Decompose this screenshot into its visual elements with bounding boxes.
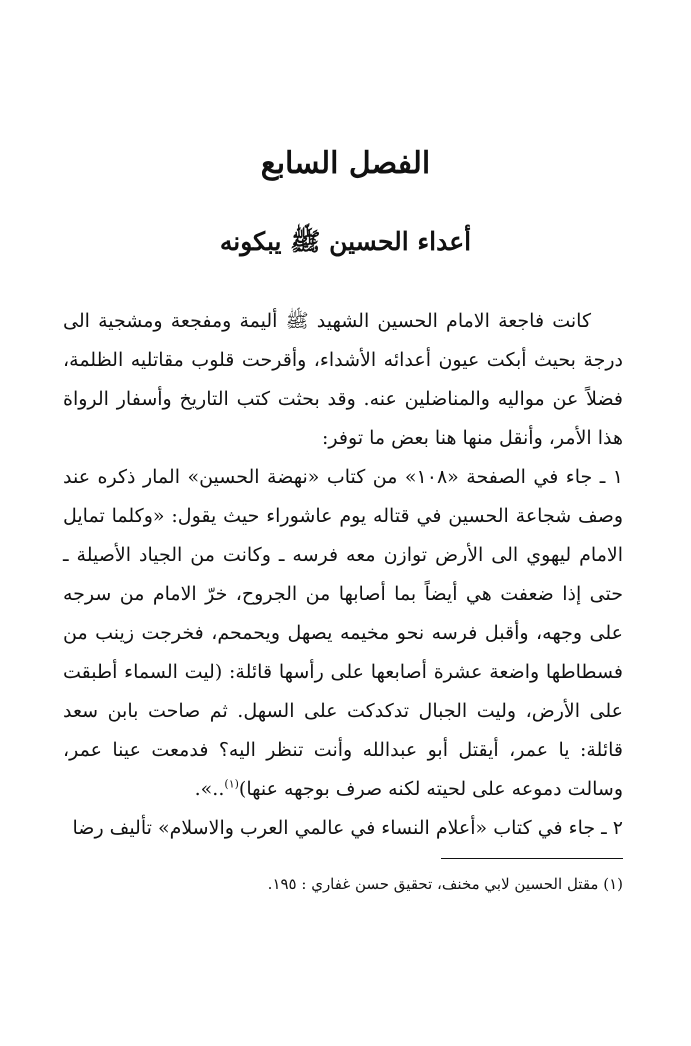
paragraph-item-2	[63, 809, 623, 848]
paragraph-text: كانت فاجعة الامام الحسين الشهيد ﷺ أليمة ومفجعة ومشجية الى درجة بحيث أبكت عيون أعدائه الأشداء، وأقرحت قلوب مقاتليه الظلمة، فضلاً عن مواليه والمناضلين عنه. وقد بحثت كتب التاريخ وأسفار الرواة هذا الأمر، وأنقل منها هنا بعض ما توفر:	[63, 310, 623, 449]
paragraph-item-1	[63, 458, 623, 809]
footnote-marker: (١)	[224, 777, 239, 791]
chapter-title: الفصل السابع	[260, 146, 431, 181]
paragraph-tail: ..».	[194, 778, 225, 800]
section-title: أعداء الحسين ﷺ يبكونه	[219, 227, 472, 256]
paragraph-text: ١ ـ جاء في الصفحة «١٠٨» من كتاب «نهضة الحسين» المار ذكره عند وصف شجاعة الحسين في قتاله يوم عاشوراء حيث يقول: «وكلما تمايل الامام ليهوي الى الأرض توازن معه فرسه ـ وكانت من الجياد الأصيلة ـ حتى إذا ضعفت هي أيضاً بما أصابها من الجروح، خرّ الامام من سرجه على وجهه، وأقبل فرسه نحو مخيمه يصهل ويحمحم، فخرجت زينب من فسطاطها واضعة عشرة أصابعها على رأسها قائلة: (ليت السماء أطبقت على الأرض، وليت الجبال تدكدكت على السهل. ثم صاحت بابن سعد قائلة: يا عمر، أيقتل أبو عبدالله وأنت تنظر اليه؟ فدمعت عينا عمر، وسالت دموعه على لحيته لكنه صرف بوجهه عنها)	[63, 466, 623, 800]
footnote: (١) مقتل الحسين لابي مخنف، تحقيق حسن غفاري : ١٩٥.	[267, 875, 623, 893]
body-text	[63, 302, 623, 848]
paragraph-text: ٢ ـ جاء في كتاب «أعلام النساء في عالمي العرب والاسلام» تأليف رضا	[72, 817, 623, 839]
paragraph-intro	[63, 302, 623, 458]
footnote-divider	[441, 858, 623, 859]
